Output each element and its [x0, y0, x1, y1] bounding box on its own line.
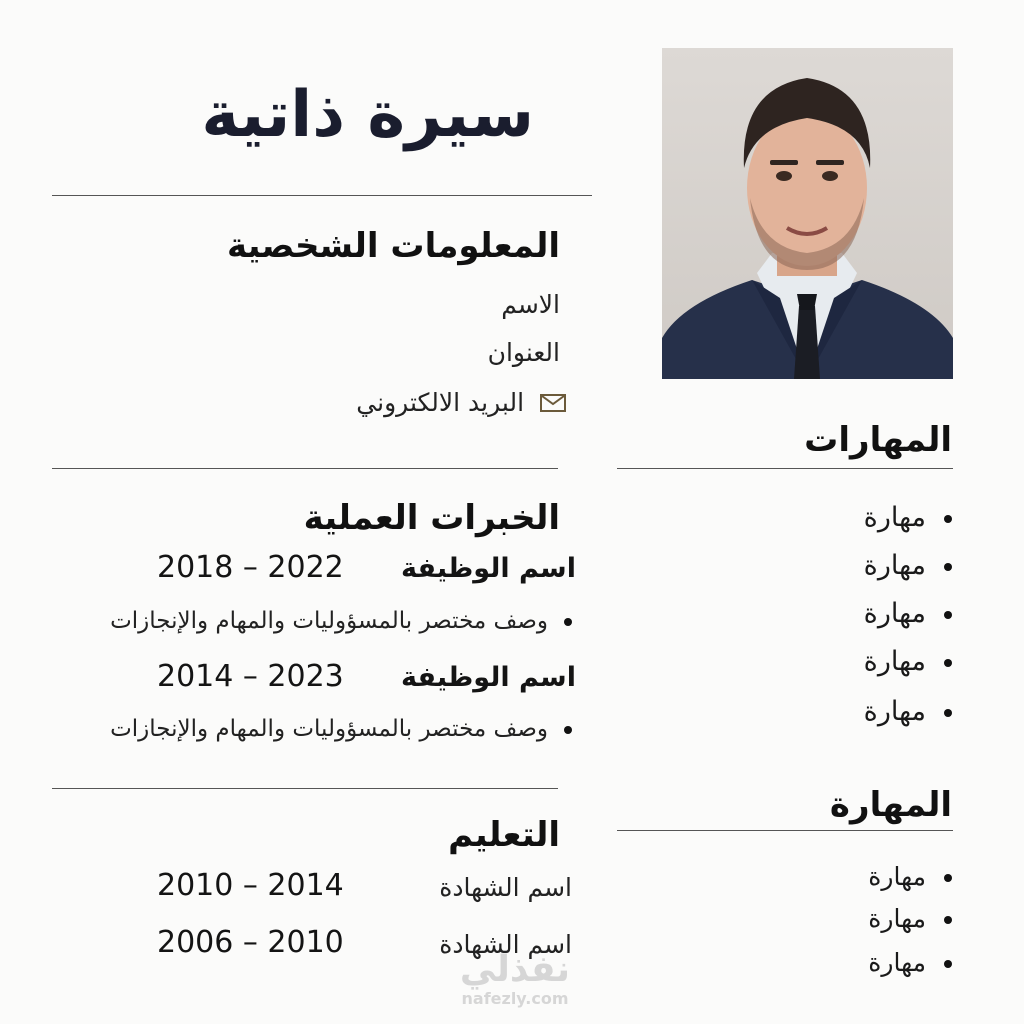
job-title-1: اسم الوظيفة	[401, 553, 576, 584]
skill-label: مهارة	[863, 646, 926, 677]
skill-label: مهارة	[863, 598, 926, 629]
name-label: الاسم	[501, 290, 560, 319]
job-desc-2	[52, 716, 572, 742]
watermark	[440, 950, 590, 1008]
education-heading: التعليم	[448, 815, 560, 855]
skill-item-4	[752, 646, 952, 677]
language-label: مهارة	[868, 904, 926, 933]
skill-label: مهارة	[863, 502, 926, 533]
title-divider	[52, 195, 592, 196]
bullet-dot	[564, 618, 572, 626]
languages-divider	[617, 830, 953, 831]
language-item-3	[752, 948, 952, 977]
job-desc-1	[52, 608, 572, 634]
languages-heading: المهارة	[829, 785, 952, 825]
language-label: مهارة	[868, 862, 926, 891]
skills-heading: المهارات	[804, 420, 952, 460]
language-item-1	[752, 862, 952, 891]
skill-item-3	[752, 598, 952, 629]
watermark-logo-text: نفذلي	[459, 949, 571, 990]
skill-item-5	[752, 696, 952, 727]
bullet-dot	[944, 709, 952, 717]
experience-divider	[52, 788, 558, 789]
bullet-dot	[944, 960, 952, 968]
education-title-2: اسم الشهادة	[439, 930, 572, 959]
profile-photo	[662, 48, 953, 379]
education-title-1: اسم الشهادة	[439, 873, 572, 902]
bullet-dot	[944, 874, 952, 882]
education-dates-2: 2006 – 2010	[157, 925, 344, 960]
watermark-url: nafezly.com	[461, 989, 569, 1008]
experience-heading: الخبرات العملية	[303, 498, 560, 538]
envelope-icon	[540, 390, 566, 419]
skill-item-2	[752, 550, 952, 581]
skills-divider	[617, 468, 953, 469]
bullet-dot	[944, 611, 952, 619]
personal-heading: المعلومات الشخصية	[227, 226, 560, 266]
skill-item-1	[752, 502, 952, 533]
job-title-2: اسم الوظيفة	[401, 662, 576, 693]
language-label: مهارة	[868, 948, 926, 977]
bullet-dot	[944, 916, 952, 924]
page-title: سيرة ذاتية	[201, 78, 534, 152]
skill-label: مهارة	[863, 696, 926, 727]
job-desc-text-2: وصف مختصر بالمسؤوليات والمهام والإنجازات	[110, 716, 548, 742]
language-item-2	[752, 904, 952, 933]
bullet-dot	[944, 563, 952, 571]
skill-label: مهارة	[863, 550, 926, 581]
job-dates-1: 2018 – 2022	[157, 550, 344, 585]
email-row	[166, 388, 566, 419]
job-dates-2: 2014 – 2023	[157, 659, 344, 694]
personal-divider	[52, 468, 558, 469]
bullet-dot	[564, 726, 572, 734]
bullet-dot	[944, 659, 952, 667]
education-dates-1: 2010 – 2014	[157, 868, 344, 903]
email-label: البريد الالكتروني	[356, 388, 525, 417]
bullet-dot	[944, 515, 952, 523]
address-label: العنوان	[487, 338, 560, 367]
job-desc-text-1: وصف مختصر بالمسؤوليات والمهام والإنجازات	[110, 608, 548, 634]
